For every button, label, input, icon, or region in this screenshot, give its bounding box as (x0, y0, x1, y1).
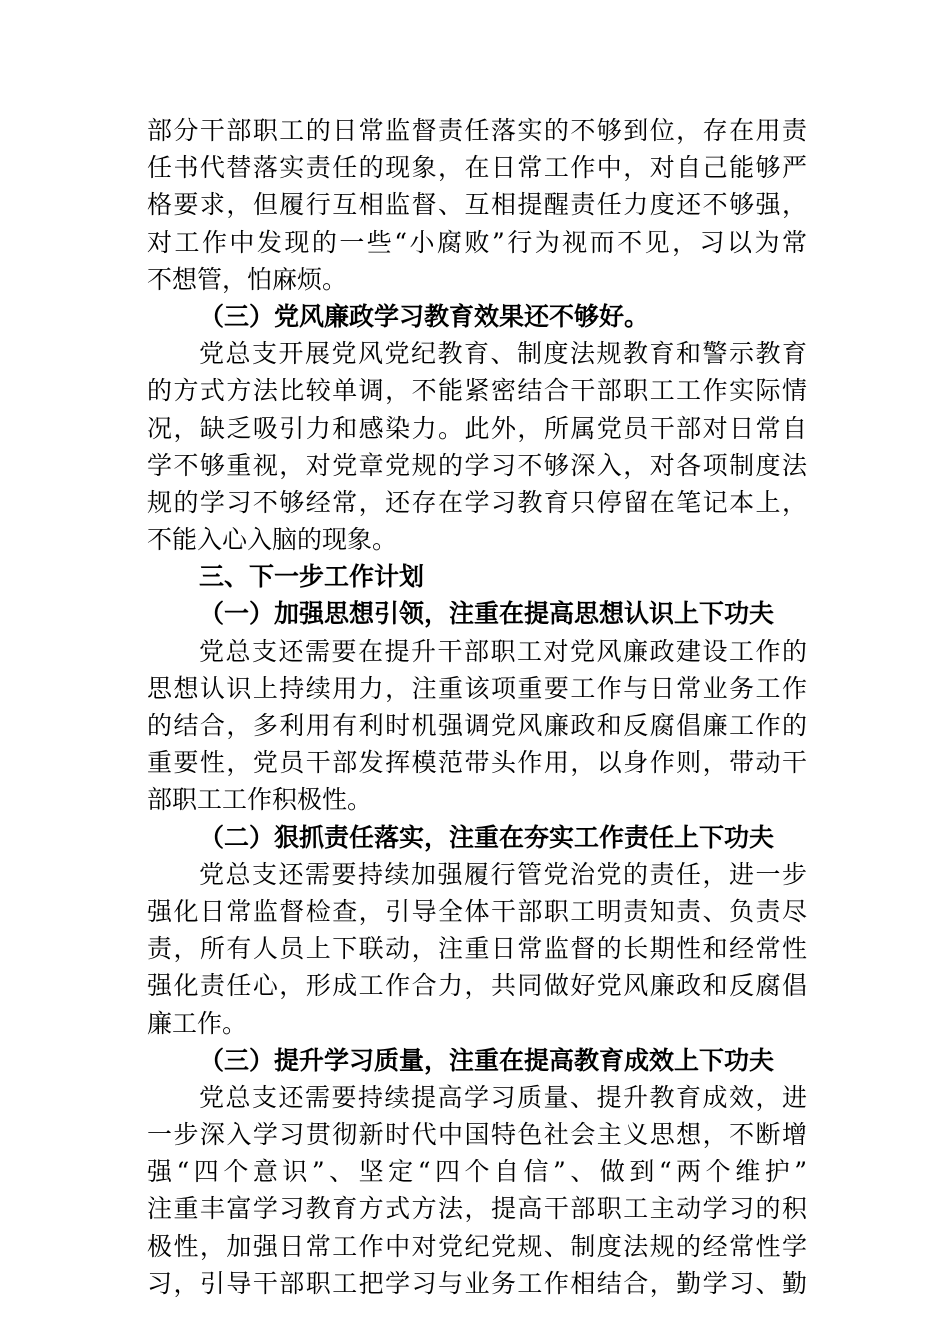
text-line: 格要求，但履行互相监督、互相提醒责任力度还不够强， (147, 190, 807, 220)
text-line: 的结合，多利用有利时机强调党风廉政和反腐倡廉工作的 (147, 711, 807, 740)
text-line: （二）狠抓责任落实，注重在夯实工作责任上下功夫 (199, 822, 775, 852)
body-paragraph (147, 112, 807, 298)
text-line: 学不够重视，对党章党规的学习不够深入，对各项制度法 (147, 450, 807, 480)
text-line: 责，所有人员上下联动，注重日常监督的长期性和经常性 (147, 934, 807, 964)
text-line: 思想认识上持续用力，注重该项重要工作与日常业务工作 (147, 673, 807, 703)
text-line: 强化责任心，形成工作合力，共同做好党风廉政和反腐倡 (147, 971, 807, 1001)
text-line: 不想管，怕麻烦。 (147, 264, 348, 294)
text-line: 部分干部职工的日常监督责任落实的不够到位，存在用责 (147, 116, 807, 145)
text-line: （三）提升学习质量，注重在提高教育成效上下功夫 (199, 1045, 775, 1075)
text-line: 的方式方法比较单调，不能紧密结合干部职工工作实际情 (147, 376, 807, 406)
body-paragraph (147, 335, 807, 558)
text-line: 党总支还需要持续提高学习质量、提升教育成效，进 (199, 1082, 807, 1112)
subsection-heading (147, 595, 807, 632)
body-paragraph (147, 1079, 807, 1302)
text-line: 一步深入学习贯彻新时代中国特色社会主义思想，不断增 (147, 1120, 807, 1150)
text-line: 习，引导干部职工把学习与业务工作相结合，勤学习、勤 (147, 1268, 807, 1298)
text-line: 对工作中发现的一些“小腐败”行为视而不见，习以为常 (147, 227, 807, 257)
text-line: 党总支还需要在提升干部职工对党风廉政建设工作的 (199, 636, 807, 666)
document-page (147, 112, 807, 1302)
body-paragraph (147, 633, 807, 819)
text-line: 注重丰富学习教育方式方法，提高干部职工主动学习的积 (147, 1194, 807, 1224)
section-heading (147, 558, 807, 595)
text-line: 极性，加强日常工作中对党纪党规、制度法规的经常性学 (147, 1231, 807, 1261)
text-line: 重要性，党员干部发挥模范带头作用，以身作则，带动干 (147, 748, 807, 778)
text-line: 廉工作。 (147, 1008, 248, 1038)
text-line: 任书代替落实责任的现象，在日常工作中，对自己能够严 (147, 153, 807, 183)
text-line: 况，缺乏吸引力和感染力。此外，所属党员干部对日常自 (147, 413, 807, 443)
text-line: 规的学习不够经常，还存在学习教育只停留在笔记本上， (147, 487, 807, 517)
text-line: 强“四个意识”、坚定“四个自信”、做到“两个维护” (147, 1157, 807, 1187)
body-paragraph (147, 856, 807, 1042)
text-line: 部职工工作积极性。 (147, 785, 373, 815)
subsection-heading (147, 1042, 807, 1079)
text-line: 不能入心入脑的现象。 (147, 525, 398, 555)
text-line: （一）加强思想引领，注重在提高思想认识上下功夫 (199, 599, 775, 629)
subsection-heading (147, 298, 807, 335)
text-line: 强化日常监督检查，引导全体干部职工明责知责、负责尽 (147, 896, 807, 926)
text-line: 三、下一步工作计划 (199, 562, 425, 592)
text-line: （三）党风廉政学习教育效果还不够好。 (199, 301, 650, 331)
subsection-heading (147, 819, 807, 856)
text-line: 党总支开展党风党纪教育、制度法规教育和警示教育 (199, 339, 807, 369)
text-line: 党总支还需要持续加强履行管党治党的责任，进一步 (199, 859, 807, 889)
